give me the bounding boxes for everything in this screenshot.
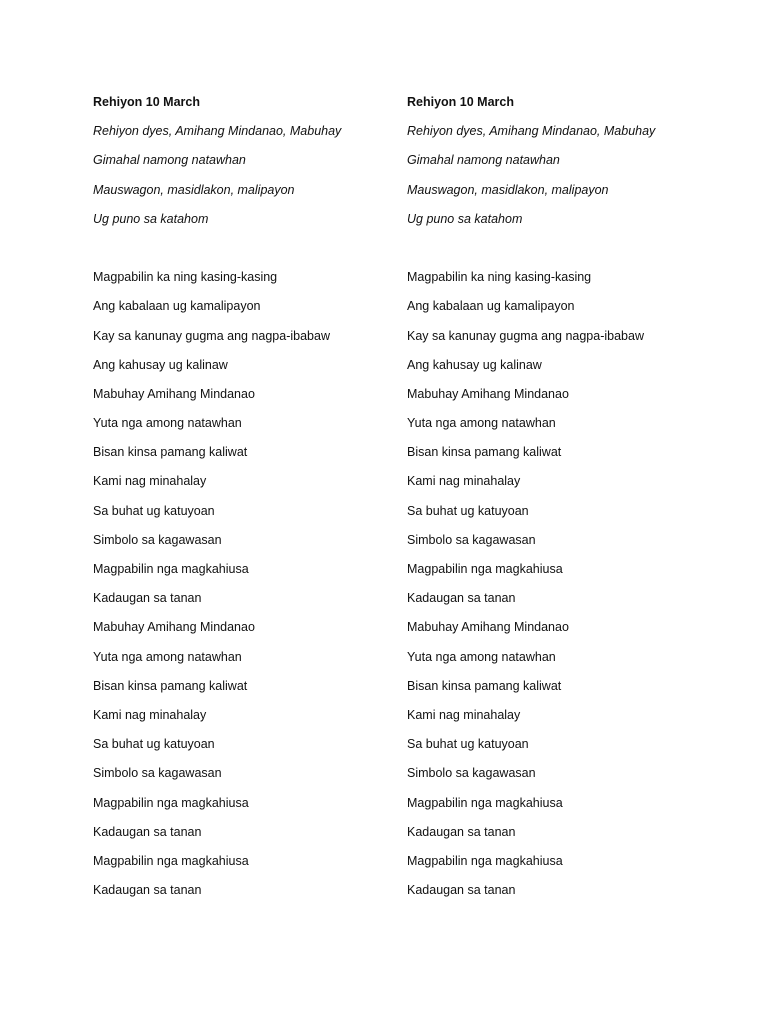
intro-line: Mauswagon, masidlakon, malipayon <box>93 182 295 197</box>
verse-line: Magpabilin ka ning kasing-kasing <box>93 270 278 285</box>
verse-line: Ang kahusay ug kalinaw <box>407 357 542 372</box>
stanza-gap <box>407 239 737 268</box>
verse-line: Kami nag minahalay <box>93 474 207 489</box>
verse-line: Magpabilin nga magkahiusa <box>407 562 563 576</box>
verse-line: Sa buhat ug katuyoan <box>407 737 529 752</box>
verse-line: Kadaugan sa tanan <box>93 883 202 898</box>
verse-line: Magpabilin ka ning kasing-kasing <box>407 270 592 285</box>
verse-line: Sa buhat ug katuyoan <box>93 503 215 518</box>
verse-line: Kadaugan sa tanan <box>407 883 516 898</box>
verse-line: Yuta nga among natawhan <box>407 649 556 664</box>
intro-line: Rehiyon dyes, Amihang Mindanao, Mabuhay <box>93 124 342 139</box>
verse-line: Kami nag minahalay <box>93 707 207 722</box>
verse-line: Simbolo sa kagawasan <box>93 532 222 547</box>
intro-line: Ug puno sa katahom <box>93 211 209 226</box>
lyrics-column-right <box>407 93 737 910</box>
song-title: Rehiyon 10 March <box>407 95 514 109</box>
verse-line: Sa buhat ug katuyoan <box>93 737 215 752</box>
verse-line: Yuta nga among natawhan <box>93 416 242 431</box>
verse-line: Ang kabalaan ug kamalipayon <box>407 299 575 314</box>
verse-line: Kadaugan sa tanan <box>407 824 516 839</box>
verse-line: Magpabilin nga magkahiusa <box>93 562 249 576</box>
verse-line: Simbolo sa kagawasan <box>407 766 536 781</box>
verse-line: Bisan kinsa pamang kaliwat <box>93 678 248 693</box>
intro-line: Gimahal namong natawhan <box>407 153 560 168</box>
lyrics-column-left <box>93 93 423 910</box>
verse-line: Magpabilin nga magkahiusa <box>407 853 563 868</box>
verse-line: Kadaugan sa tanan <box>93 824 202 839</box>
verse-line: Kadaugan sa tanan <box>93 591 202 606</box>
verse-line: Kami nag minahalay <box>407 707 521 722</box>
verse-line: Bisan kinsa pamang kaliwat <box>407 678 562 693</box>
verse-line: Bisan kinsa pamang kaliwat <box>407 445 562 460</box>
verse-line: Bisan kinsa pamang kaliwat <box>93 445 248 460</box>
intro-line: Rehiyon dyes, Amihang Mindanao, Mabuhay <box>407 124 656 139</box>
verse-line: Simbolo sa kagawasan <box>407 532 536 547</box>
verse-line: Yuta nga among natawhan <box>93 649 242 664</box>
verse-line: Yuta nga among natawhan <box>407 416 556 431</box>
verse-line: Mabuhay Amihang Mindanao <box>407 620 569 635</box>
verse-line: Simbolo sa kagawasan <box>93 766 222 781</box>
verse-line: Kay sa kanunay gugma ang nagpa-ibabaw <box>407 328 644 343</box>
verse-line: Mabuhay Amihang Mindanao <box>93 620 255 635</box>
verse-line: Magpabilin nga magkahiusa <box>93 795 249 810</box>
verse-line: Magpabilin nga magkahiusa <box>407 795 563 810</box>
verse-line: Kadaugan sa tanan <box>407 591 516 606</box>
stanza-gap <box>93 239 423 268</box>
verse-line: Sa buhat ug katuyoan <box>407 503 529 518</box>
verse-line: Magpabilin nga magkahiusa <box>93 853 249 868</box>
intro-line: Mauswagon, masidlakon, malipayon <box>407 182 609 197</box>
verse-line: Kay sa kanunay gugma ang nagpa-ibabaw <box>93 328 330 343</box>
intro-line: Ug puno sa katahom <box>407 211 523 226</box>
verse-line: Kami nag minahalay <box>407 474 521 489</box>
verse-line: Mabuhay Amihang Mindanao <box>93 386 255 401</box>
song-title: Rehiyon 10 March <box>93 95 200 109</box>
intro-line: Gimahal namong natawhan <box>93 153 246 168</box>
verse-line: Mabuhay Amihang Mindanao <box>407 386 569 401</box>
verse-line: Ang kahusay ug kalinaw <box>93 357 228 372</box>
verse-line: Ang kabalaan ug kamalipayon <box>93 299 261 314</box>
